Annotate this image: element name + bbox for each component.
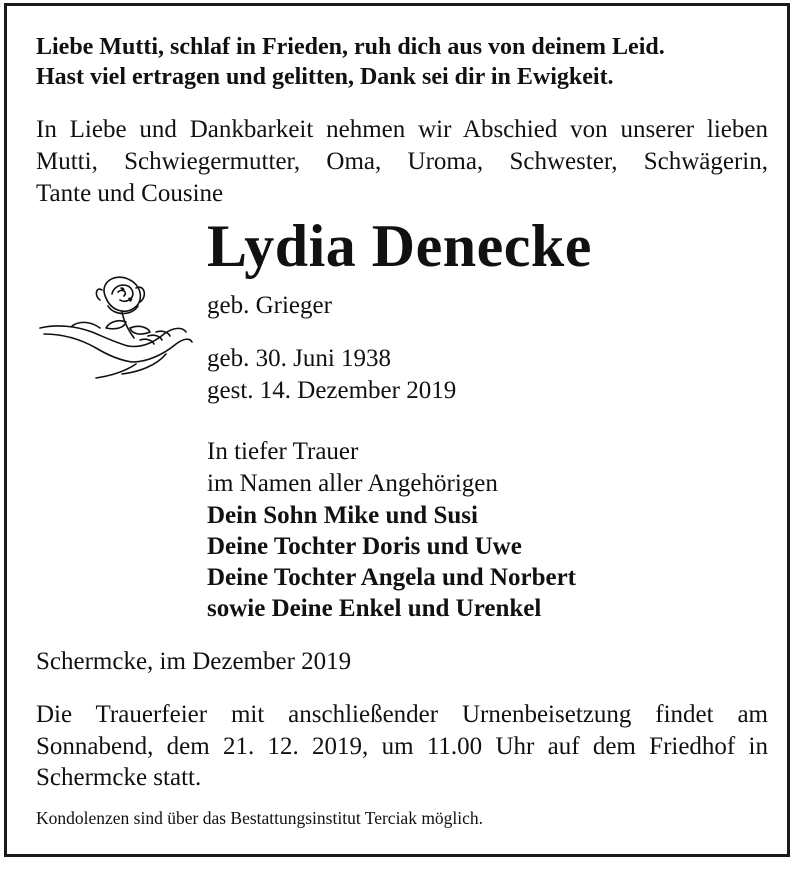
mourner-name: sowie Deine Enkel und Urenkel xyxy=(207,595,542,622)
condolences-note: Kondolenzen sind über das Bestattungsinstitut Terciak möglich. xyxy=(36,808,484,828)
funeral-line-3: Schermcke statt. xyxy=(36,764,202,791)
intro-line-3: Tante und Cousine xyxy=(36,180,224,207)
mourning-line-2: im Namen aller Angehörigen xyxy=(207,470,498,497)
maiden-name: geb. Grieger xyxy=(207,292,332,319)
funeral-line-1: Die Trauerfeier mit anschließender Urnenbeisetzung findet am xyxy=(36,701,768,728)
poem-line-2: Hast viel ertragen und gelitten, Dank sei dir in Ewigkeit. xyxy=(36,64,614,90)
birth-date: geb. 30. Juni 1938 xyxy=(207,345,392,372)
funeral-line-2: Sonnabend, dem 21. 12. 2019, um 11.00 Uhr auf dem Friedhof in xyxy=(36,733,768,760)
mourner-name: Deine Tochter Doris und Uwe xyxy=(207,533,522,560)
mourner-name: Deine Tochter Angela und Norbert xyxy=(207,564,576,591)
mourner-name: Dein Sohn Mike und Susi xyxy=(207,502,478,529)
intro-line-2: Mutti, Schwiegermutter, Oma, Uroma, Schwester, Schwägerin, xyxy=(36,148,768,175)
rose-in-hands-icon xyxy=(36,268,196,398)
death-date: gest. 14. Dezember 2019 xyxy=(207,377,457,404)
deceased-name: Lydia Denecke xyxy=(207,213,592,279)
place-date: Schermcke, im Dezember 2019 xyxy=(36,648,352,675)
mourning-line-1: In tiefer Trauer xyxy=(207,438,359,465)
poem-line-1: Liebe Mutti, schlaf in Frieden, ruh dich aus von deinem Leid. xyxy=(36,34,665,60)
intro-line-1: In Liebe und Dankbarkeit nehmen wir Abschied von unserer lieben xyxy=(36,116,768,143)
